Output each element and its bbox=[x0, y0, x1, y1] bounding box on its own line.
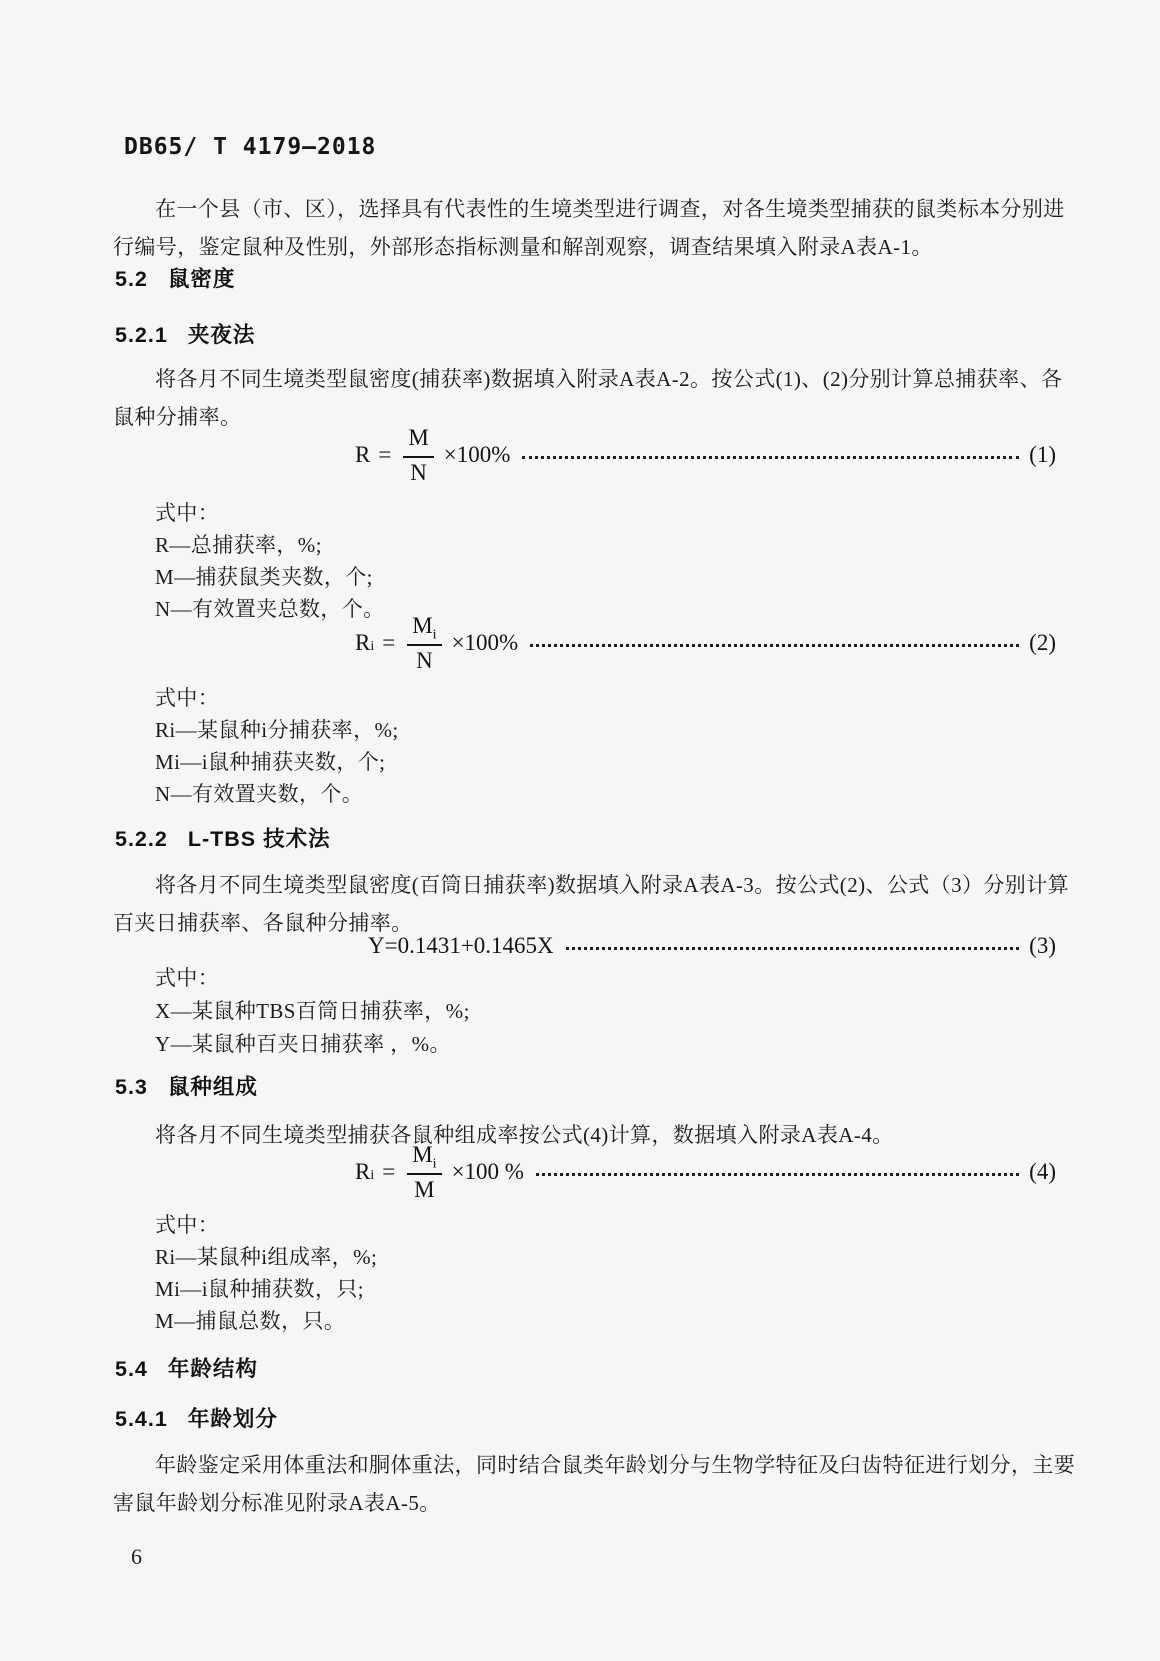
paragraph-line: 百夹日捕获率、各鼠种分捕率。 bbox=[113, 911, 413, 935]
dotted-leader bbox=[566, 947, 1020, 950]
paragraph-line: 在一个县（市、区），选择具有代表性的生境类型进行调查，对各生境类型捕获的鼠类标本分别进 bbox=[155, 197, 1065, 221]
definition-line: R—总捕获率，%; bbox=[155, 533, 322, 557]
paragraph-line: 鼠种分捕率。 bbox=[113, 405, 242, 429]
definition-line: Mi—i鼠种捕获夹数，个; bbox=[155, 750, 386, 774]
formula-3 bbox=[368, 930, 1056, 962]
formula-number: (2) bbox=[1029, 630, 1056, 655]
definition-line: N—有效置夹数，个。 bbox=[155, 782, 364, 806]
definition-line: Ri—某鼠种i组成率，%; bbox=[155, 1245, 378, 1269]
section-number: 5.4 bbox=[115, 1357, 148, 1381]
formula-number: (3) bbox=[1029, 933, 1056, 958]
fraction-numerator: $M_i$ bbox=[407, 1141, 441, 1175]
section-heading-5-2-2 bbox=[115, 822, 331, 853]
formula-lhs: R bbox=[355, 442, 371, 467]
section-number: 5.2.1 bbox=[115, 323, 168, 347]
paragraph-line: 将各月不同生境类型鼠密度(百筒日捕获率)数据填入附录A表A-3。按公式(2)、公式（3）分别计算 bbox=[155, 873, 1069, 897]
formula-expression: Y=0.1431+0.1465X bbox=[368, 933, 554, 958]
fraction-denominator: N bbox=[410, 459, 427, 485]
definition-line: N—有效置夹总数，个。 bbox=[155, 597, 385, 621]
definition-intro: 式中： bbox=[155, 501, 220, 525]
dotted-leader bbox=[536, 1173, 1019, 1176]
formula-multiplier: ×100% bbox=[443, 442, 511, 467]
section-title: L-TBS 技术法 bbox=[187, 827, 331, 851]
paragraph-5-4-1 bbox=[113, 1446, 1076, 1522]
fraction bbox=[407, 1141, 441, 1203]
document-code-header: DB65/ T 4179—2018 bbox=[124, 134, 377, 160]
definition-list-3 bbox=[155, 963, 975, 1062]
page-number: 6 bbox=[131, 1544, 142, 1569]
section-title: 鼠密度 bbox=[167, 267, 236, 291]
formula-lhs: R bbox=[355, 1159, 371, 1184]
intro-paragraph bbox=[113, 190, 1065, 266]
formula-expression bbox=[355, 424, 510, 486]
section-heading-5-2-1 bbox=[115, 318, 255, 349]
paragraph-line: 将各月不同生境类型鼠密度(捕获率)数据填入附录A表A-2。按公式(1)、(2)分别计算总捕获率、各 bbox=[155, 367, 1063, 391]
formula-expression bbox=[355, 612, 518, 674]
section-heading-5-2 bbox=[115, 262, 235, 293]
paragraph-line: 将各月不同生境类型捕获各鼠种组成率按公式(4)计算，数据填入附录A表A-4。 bbox=[155, 1123, 894, 1147]
formula-2 bbox=[355, 601, 1056, 685]
section-number: 5.2.2 bbox=[115, 827, 168, 851]
fraction bbox=[403, 424, 433, 486]
formula-multiplier: ×100% bbox=[451, 630, 519, 655]
formula-4 bbox=[355, 1130, 1056, 1214]
paragraph-line: 行编号，鉴定鼠种及性别，外部形态指标测量和解剖观察，调查结果填入附录A表A-1。 bbox=[113, 235, 933, 259]
section-title: 年龄划分 bbox=[187, 1407, 278, 1431]
section-number: 5.3 bbox=[115, 1075, 148, 1099]
definition-line: M—捕鼠总数，只。 bbox=[155, 1309, 346, 1333]
fraction bbox=[407, 612, 441, 674]
section-heading-5-3 bbox=[115, 1070, 258, 1101]
section-title: 年龄结构 bbox=[167, 1357, 258, 1381]
equals-sign: = bbox=[382, 630, 396, 655]
formula-multiplier: ×100 % bbox=[451, 1159, 524, 1184]
paragraph-line: 害鼠年龄划分标准见附录A表A-5。 bbox=[113, 1491, 441, 1515]
formula-number: (4) bbox=[1029, 1159, 1056, 1184]
definition-list-2 bbox=[155, 683, 975, 811]
definition-intro: 式中： bbox=[155, 686, 220, 710]
formula-1 bbox=[355, 413, 1056, 497]
section-title: 夹夜法 bbox=[187, 323, 256, 347]
definition-list-4 bbox=[155, 1210, 975, 1338]
section-title: 鼠种组成 bbox=[167, 1075, 258, 1099]
formula-expression bbox=[355, 1141, 524, 1203]
paragraph-line: 年龄鉴定采用体重法和胴体重法，同时结合鼠类年龄划分与生物学特征及臼齿特征进行划分，主要 bbox=[155, 1453, 1076, 1477]
fraction-numerator: M bbox=[403, 424, 433, 458]
definition-line: Ri—某鼠种i分捕获率，%; bbox=[155, 718, 399, 742]
formula-lhs: R bbox=[355, 630, 371, 655]
formula-lhs-subscript: i bbox=[370, 1168, 375, 1183]
definition-line: X—某鼠种TBS百筒日捕获率，%; bbox=[155, 999, 470, 1023]
section-number: 5.2 bbox=[115, 267, 148, 291]
definition-line: M—捕获鼠类夹数，个; bbox=[155, 565, 373, 589]
section-number: 5.4.1 bbox=[115, 1407, 168, 1431]
fraction-denominator: M bbox=[414, 1176, 435, 1202]
definition-intro: 式中： bbox=[155, 966, 220, 990]
equals-sign: = bbox=[378, 442, 392, 467]
definition-intro: 式中： bbox=[155, 1213, 220, 1237]
section-heading-5-4-1 bbox=[115, 1402, 278, 1433]
dotted-leader bbox=[530, 644, 1019, 647]
equals-sign: = bbox=[382, 1159, 396, 1184]
fraction-denominator: N bbox=[416, 647, 433, 673]
formula-number: (1) bbox=[1029, 442, 1056, 467]
fraction-numerator: $M_i$ bbox=[407, 612, 441, 646]
section-heading-5-4 bbox=[115, 1352, 258, 1383]
definition-line: Mi—i鼠种捕获数，只; bbox=[155, 1277, 364, 1301]
formula-lhs-subscript: i bbox=[370, 639, 375, 654]
definition-line: Y—某鼠种百夹日捕获率 ，%。 bbox=[155, 1032, 451, 1056]
dotted-leader bbox=[522, 456, 1019, 459]
